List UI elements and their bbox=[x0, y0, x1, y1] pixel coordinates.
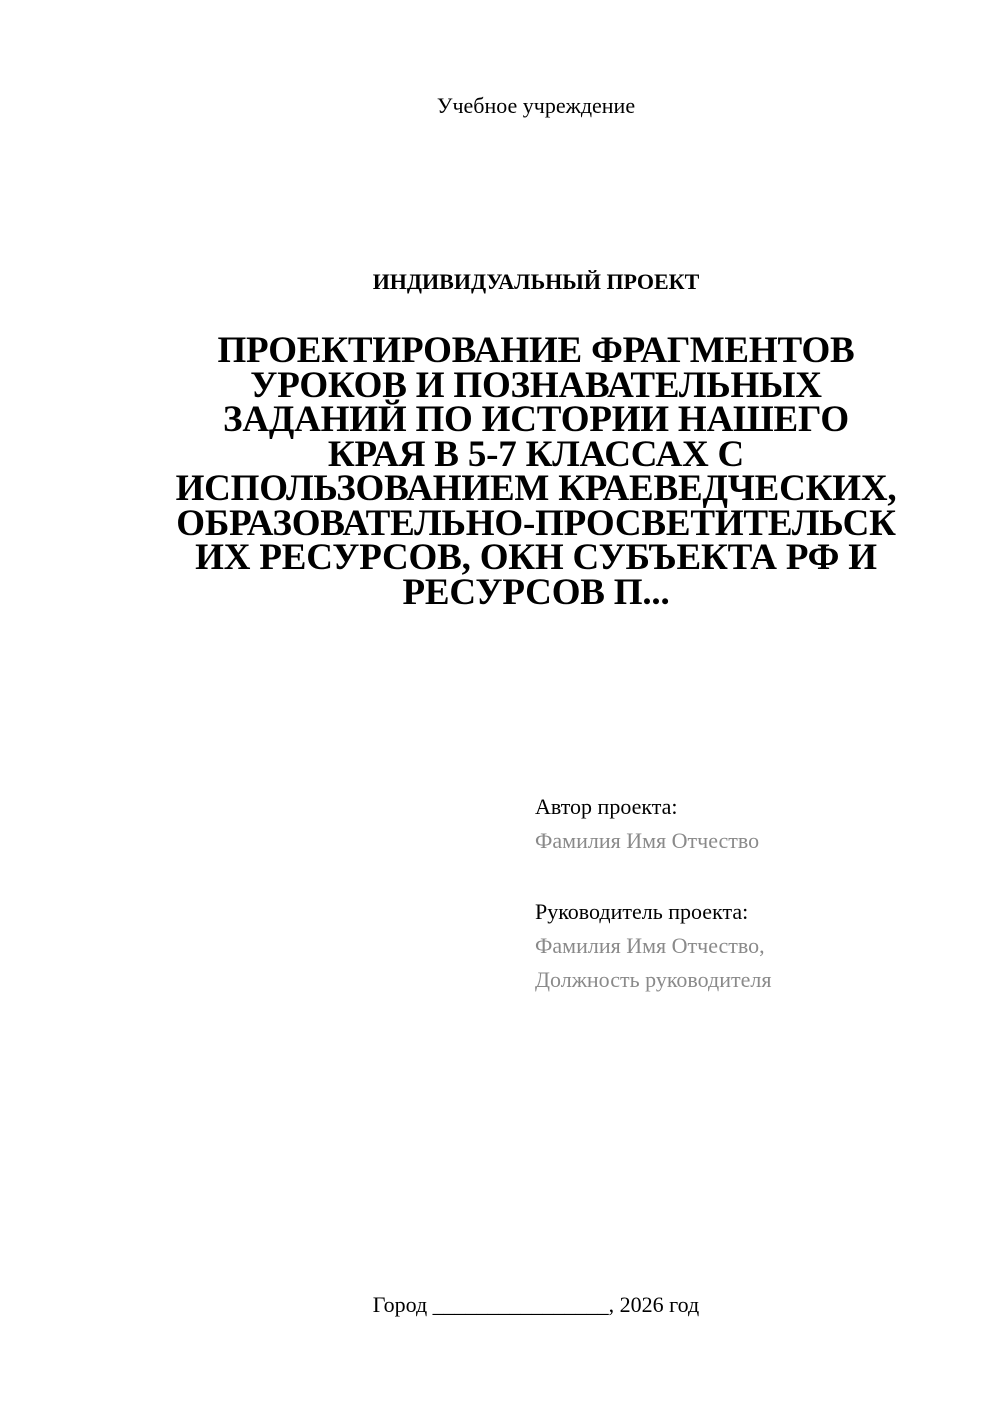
project-title-line: КРАЯ В 5-7 КЛАССАХ С bbox=[327, 433, 745, 475]
project-title-line: ИХ РЕСУРСОВ, ОКН СУБЪЕКТА РФ И bbox=[195, 537, 877, 578]
project-title-line: ЗАДАНИЙ ПО ИСТОРИИ НАШЕГО bbox=[223, 399, 849, 440]
supervisor-name: Фамилия Имя Отчество, bbox=[535, 933, 765, 958]
supervisor-block bbox=[535, 895, 771, 997]
project-title-line: РЕСУРСОВ П... bbox=[402, 571, 670, 613]
project-title-line: ОБРАЗОВАТЕЛЬНО-ПРОСВЕТИТЕЛЬСК bbox=[176, 502, 896, 544]
supervisor-position: Должность руководителя bbox=[535, 967, 772, 992]
author-name: Фамилия Имя Отчество bbox=[535, 828, 760, 853]
author-label: Автор проекта: bbox=[535, 794, 678, 819]
document-type: ИНДИВИДУАЛЬНЫЙ ПРОЕКТ bbox=[372, 269, 700, 294]
project-title-line: ИСПОЛЬЗОВАНИЕМ КРАЕВЕДЧЕСКИХ, bbox=[175, 468, 897, 509]
project-title-line: УРОКОВ И ПОЗНАВАТЕЛЬНЫХ bbox=[250, 364, 822, 406]
project-title-line: ПРОЕКТИРОВАНИЕ ФРАГМЕНТОВ bbox=[217, 330, 855, 371]
supervisor-label: Руководитель проекта: bbox=[535, 899, 749, 924]
institution-name: Учебное учреждение bbox=[436, 93, 636, 118]
city-year-footer: Город ________________, 2026 год bbox=[372, 1292, 700, 1317]
project-title bbox=[150, 330, 922, 613]
author-block bbox=[535, 790, 759, 858]
